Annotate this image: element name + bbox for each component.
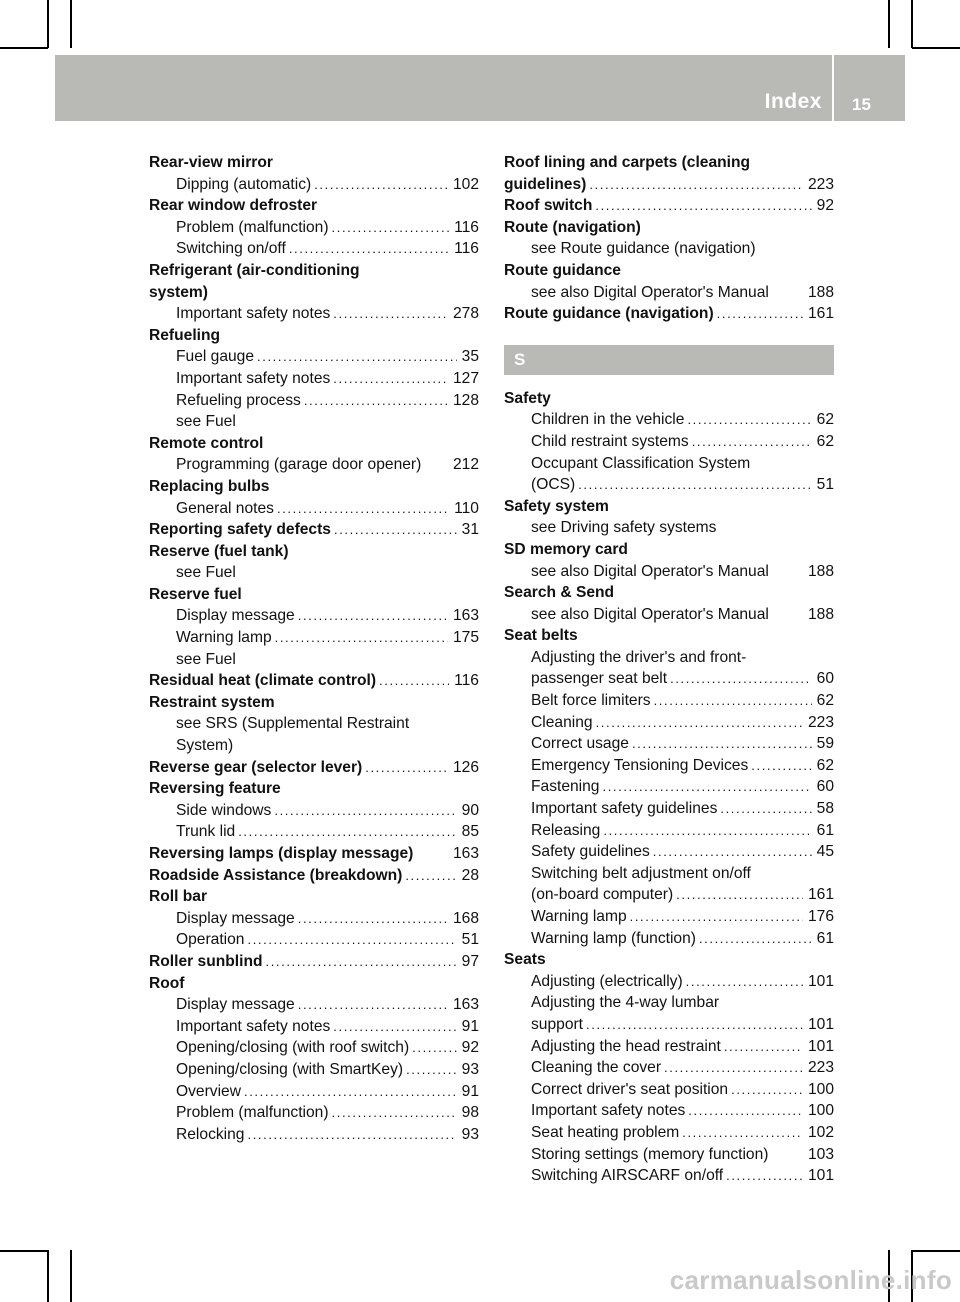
page-reference: 168 xyxy=(452,909,479,927)
page-reference: 188 xyxy=(807,562,834,580)
page-reference: 58 xyxy=(816,800,834,818)
entry-label: Important safety notes xyxy=(176,305,331,323)
entry-label: Children in the vehicle xyxy=(531,411,685,429)
page-reference: 175 xyxy=(452,629,479,647)
dot-leader xyxy=(365,757,448,779)
dot-leader xyxy=(379,670,449,692)
dot-leader xyxy=(632,733,812,755)
index-subentry xyxy=(504,1057,834,1079)
crop-mark xyxy=(70,0,72,48)
entry-label: see also Digital Operator's Manual xyxy=(531,283,769,301)
dot-leader xyxy=(726,1165,803,1187)
index-subentry xyxy=(504,798,834,820)
index-subentry xyxy=(504,776,834,798)
page-reference: 100 xyxy=(807,1080,834,1098)
entry-label: Important safety notes xyxy=(531,1102,686,1120)
index-entry: SD memory card xyxy=(504,540,628,558)
page-reference: 93 xyxy=(461,1060,479,1078)
page-reference: 62 xyxy=(816,411,834,429)
index-subentry xyxy=(149,627,479,649)
index-subentry xyxy=(504,733,834,755)
entry-label: see also Digital Operator's Manual xyxy=(531,562,769,580)
dot-leader xyxy=(304,390,448,412)
page-reference: 31 xyxy=(461,521,479,539)
index-subentry xyxy=(504,474,834,496)
index-subentry xyxy=(149,1059,479,1081)
dot-leader xyxy=(298,908,448,930)
dot-leader xyxy=(699,928,812,950)
index-entry: Refueling xyxy=(149,326,221,344)
page-reference: 188 xyxy=(807,283,834,301)
entry-label: (on-board computer) xyxy=(531,886,674,904)
dot-leader xyxy=(266,951,457,973)
crop-mark xyxy=(912,47,960,49)
page-reference: 212 xyxy=(452,456,479,474)
entry-label: Important safety guidelines xyxy=(531,800,718,818)
entry-label: guidelines) xyxy=(504,175,587,193)
index-subentry xyxy=(149,368,479,390)
page-reference: 60 xyxy=(816,670,834,688)
index-subentry xyxy=(149,498,479,520)
entry-label: Roof switch xyxy=(504,197,593,215)
index-subentry xyxy=(149,908,479,930)
entry-label: Adjusting (electrically) xyxy=(531,972,683,990)
entry-label: Correct driver's seat position xyxy=(531,1080,729,1098)
dot-leader xyxy=(298,994,448,1016)
index-subentry xyxy=(504,668,834,690)
entry-label: Display message xyxy=(176,607,295,625)
index-subentry xyxy=(149,605,479,627)
index-subentry xyxy=(504,712,834,734)
page-reference: 101 xyxy=(807,972,834,990)
page-reference: 116 xyxy=(454,672,479,690)
index-entry xyxy=(149,843,479,865)
entry-label: Emergency Tensioning Devices xyxy=(531,756,749,774)
dot-leader xyxy=(412,1037,457,1059)
index-entry: Remote control xyxy=(149,434,264,452)
entry-label: Programming (garage door opener) xyxy=(176,456,422,474)
page-reference: 91 xyxy=(461,1082,479,1100)
dot-leader xyxy=(275,627,448,649)
index-entry: Seat belts xyxy=(504,627,578,645)
dot-leader xyxy=(406,1059,457,1081)
index-entry: system) xyxy=(149,283,208,301)
index-entry: Rear-view mirror xyxy=(149,154,273,171)
index-subentry xyxy=(504,1165,834,1187)
index-entry: Roof xyxy=(149,974,185,992)
index-subentry xyxy=(504,906,834,928)
dot-leader xyxy=(602,776,811,798)
index-subentry: Switching belt adjustment on/off xyxy=(531,864,751,882)
index-subentry xyxy=(149,346,479,368)
index-entry xyxy=(504,174,834,196)
page-reference: 51 xyxy=(461,931,479,949)
dot-leader xyxy=(244,1081,457,1103)
entry-label: Display message xyxy=(176,996,295,1014)
crop-mark xyxy=(47,1250,49,1302)
page-reference: 110 xyxy=(454,499,479,517)
index-subentry xyxy=(149,390,479,412)
page-reference: 188 xyxy=(807,605,834,623)
entry-label: Dipping (automatic) xyxy=(176,175,312,193)
entry-label: Overview xyxy=(176,1082,241,1100)
index-entry: Replacing bulbs xyxy=(149,477,270,495)
index-entry: Route (navigation) xyxy=(504,218,641,236)
dot-leader xyxy=(314,174,448,196)
dot-leader xyxy=(257,346,457,368)
page-reference: 61 xyxy=(816,929,834,947)
index-entry xyxy=(149,951,479,973)
entry-label: Important safety notes xyxy=(176,369,331,387)
crop-mark xyxy=(911,0,913,48)
dot-leader xyxy=(688,1100,803,1122)
entry-label: Warning lamp xyxy=(531,908,627,925)
index-entry: Roll bar xyxy=(149,888,208,906)
dot-leader xyxy=(682,1122,803,1144)
dot-leader xyxy=(247,1124,456,1146)
entry-label: Roadside Assistance (breakdown) xyxy=(149,866,403,884)
entry-label: Trunk lid xyxy=(176,823,236,841)
entry-label: Cleaning xyxy=(531,713,593,731)
page-reference: 60 xyxy=(816,778,834,796)
index-entry: Route guidance xyxy=(504,261,621,279)
page-reference: 62 xyxy=(816,692,834,710)
entry-label: Storing settings (memory function) xyxy=(531,1145,769,1163)
page-reference: 92 xyxy=(461,1039,479,1057)
index-subentry xyxy=(504,755,834,777)
page-reference: 35 xyxy=(461,348,479,366)
index-subentry xyxy=(504,1036,834,1058)
entry-label: Reverse gear (selector lever) xyxy=(149,758,363,776)
dot-leader xyxy=(596,712,803,734)
page-reference: 92 xyxy=(816,197,834,215)
entry-label: Problem (malfunction) xyxy=(176,1104,329,1122)
index-entry: Reversing feature xyxy=(149,780,281,798)
page-reference: 45 xyxy=(816,843,834,861)
index-entry: Refrigerant (air-conditioning xyxy=(149,261,360,279)
entry-label: Display message xyxy=(176,909,295,927)
index-subentry xyxy=(149,238,479,260)
page-reference: 62 xyxy=(816,756,834,774)
index-column-left xyxy=(149,152,479,1145)
entry-label: Adjusting the head restraint xyxy=(531,1037,721,1055)
index-subentry: see Fuel xyxy=(176,650,236,668)
crop-mark xyxy=(70,1250,72,1302)
dot-leader xyxy=(717,303,803,325)
page-reference: 126 xyxy=(452,758,479,776)
index-subentry xyxy=(149,1016,479,1038)
entry-label: Operation xyxy=(176,931,245,949)
index-subentry xyxy=(149,994,479,1016)
index-subentry xyxy=(504,841,834,863)
entry-label: Opening/closing (with SmartKey) xyxy=(176,1060,404,1078)
index-entry xyxy=(504,303,834,325)
page-reference: 51 xyxy=(816,476,834,494)
index-subentry xyxy=(504,604,834,626)
page-reference: 223 xyxy=(807,175,834,193)
entry-label: Refueling process xyxy=(176,391,301,409)
entry-label: Correct usage xyxy=(531,735,629,753)
page-reference: 93 xyxy=(461,1125,479,1143)
entry-label: Belt force limiters xyxy=(531,692,651,710)
section-letter-header: S xyxy=(504,345,834,375)
index-subentry: System) xyxy=(176,737,234,755)
entry-label: Reporting safety defects xyxy=(149,521,331,539)
page-reference: 223 xyxy=(807,1059,834,1077)
entry-label: Warning lamp xyxy=(176,629,272,647)
page-reference: 127 xyxy=(452,369,479,387)
index-subentry xyxy=(149,454,479,476)
entry-label: Relocking xyxy=(176,1125,245,1143)
entry-label: Releasing xyxy=(531,821,601,839)
entry-label: Route guidance (navigation) xyxy=(504,305,714,323)
index-entry: Safety xyxy=(504,389,551,407)
dot-leader xyxy=(277,498,449,520)
entry-label: Cleaning the cover xyxy=(531,1059,662,1077)
dot-leader xyxy=(720,798,811,820)
dot-leader xyxy=(289,238,449,260)
index-subentry: see Fuel xyxy=(176,413,236,431)
index-subentry xyxy=(149,1037,479,1059)
index-subentry: see SRS (Supplemental Restraint xyxy=(176,715,410,733)
entry-label: Warning lamp (function) xyxy=(531,929,696,947)
entry-label: Problem (malfunction) xyxy=(176,218,329,236)
dot-leader xyxy=(664,1057,803,1079)
page-reference: 103 xyxy=(807,1145,834,1163)
page-reference: 101 xyxy=(807,1037,834,1055)
index-subentry xyxy=(504,282,834,304)
entry-label: Side windows xyxy=(176,801,272,819)
index-subentry xyxy=(504,971,834,993)
page-reference: 116 xyxy=(454,218,479,236)
index-subentry: see Route guidance (navigation) xyxy=(531,240,756,258)
dot-leader xyxy=(333,1016,456,1038)
header-separator xyxy=(832,55,834,121)
index-entry: Rear window defroster xyxy=(149,197,318,215)
dot-leader xyxy=(630,906,803,928)
page-reference: 61 xyxy=(816,821,834,839)
entry-label: Switching on/off xyxy=(176,240,286,258)
index-subentry xyxy=(504,690,834,712)
dot-leader xyxy=(751,755,811,777)
index-subentry xyxy=(504,928,834,950)
index-subentry: see Fuel xyxy=(176,564,236,582)
page-reference: 102 xyxy=(807,1123,834,1141)
dot-leader xyxy=(692,431,812,453)
index-entry: Safety system xyxy=(504,497,609,515)
entry-label: Fastening xyxy=(531,778,600,796)
index-subentry: see Driving safety systems xyxy=(531,519,717,537)
index-subentry xyxy=(504,884,834,906)
index-subentry xyxy=(149,303,479,325)
page-reference: 116 xyxy=(454,240,479,258)
page-reference: 101 xyxy=(807,1167,834,1185)
page-reference: 101 xyxy=(807,1015,834,1033)
dot-leader xyxy=(298,605,448,627)
dot-leader xyxy=(586,1014,803,1036)
index-subentry xyxy=(149,174,479,196)
index-column-right xyxy=(504,152,834,1187)
dot-leader xyxy=(247,929,456,951)
page-reference: 91 xyxy=(461,1017,479,1035)
page-reference: 223 xyxy=(807,713,834,731)
page-reference: 176 xyxy=(807,908,834,925)
index-subentry xyxy=(149,821,479,843)
page-reference: 100 xyxy=(807,1102,834,1120)
dot-leader xyxy=(589,174,803,196)
entry-label: Important safety notes xyxy=(176,1017,331,1035)
dot-leader xyxy=(578,474,811,496)
index-entry: Seats xyxy=(504,951,546,969)
index-subentry xyxy=(504,431,834,453)
dot-leader xyxy=(405,865,456,887)
index-subentry xyxy=(149,1081,479,1103)
dot-leader xyxy=(595,195,811,217)
page-reference: 62 xyxy=(816,432,834,450)
dot-leader xyxy=(334,519,457,541)
page-reference: 59 xyxy=(816,735,834,753)
crop-mark xyxy=(47,0,49,48)
dot-leader xyxy=(731,1079,803,1101)
entry-label: passenger seat belt xyxy=(531,670,668,688)
index-entry xyxy=(149,519,479,541)
index-subentry xyxy=(504,1144,834,1166)
index-subentry xyxy=(149,217,479,239)
page-number: 15 xyxy=(852,95,871,114)
index-subentry xyxy=(504,820,834,842)
entry-label: Residual heat (climate control) xyxy=(149,672,377,690)
page-reference: 102 xyxy=(452,175,479,193)
entry-label: support xyxy=(531,1015,584,1033)
page-reference: 161 xyxy=(807,305,834,323)
page-reference: 161 xyxy=(807,886,834,904)
entry-label: Seat heating problem xyxy=(531,1123,680,1141)
entry-label: Reversing lamps (display message) xyxy=(149,845,414,862)
dot-leader xyxy=(670,668,812,690)
page-title: Index xyxy=(764,90,822,113)
index-subentry xyxy=(149,1124,479,1146)
index-subentry xyxy=(504,1100,834,1122)
entry-label: Fuel gauge xyxy=(176,348,255,366)
dot-leader xyxy=(603,820,811,842)
index-subentry xyxy=(149,929,479,951)
index-subentry xyxy=(504,1079,834,1101)
dot-leader xyxy=(687,409,811,431)
dot-leader xyxy=(724,1036,803,1058)
page-reference: 85 xyxy=(461,823,479,841)
watermark: carmanualsonline.info xyxy=(669,1265,952,1295)
entry-label: Switching AIRSCARF on/off xyxy=(531,1167,724,1185)
dot-leader xyxy=(333,368,448,390)
index-entry xyxy=(149,865,479,887)
entry-label: see also Digital Operator's Manual xyxy=(531,605,769,623)
index-entry: Reserve (fuel tank) xyxy=(149,542,289,560)
dot-leader xyxy=(332,1102,457,1124)
dot-leader xyxy=(653,841,812,863)
entry-label: Roller sunblind xyxy=(149,952,263,970)
index-entry: Search & Send xyxy=(504,584,615,602)
entry-label: (OCS) xyxy=(531,476,576,494)
page-reference: 98 xyxy=(461,1104,479,1122)
page-reference: 28 xyxy=(461,866,479,884)
index-entry xyxy=(149,757,479,779)
dot-leader xyxy=(238,821,456,843)
crop-mark xyxy=(0,47,48,49)
entry-label: Safety guidelines xyxy=(531,843,650,861)
index-entry: Roof lining and carpets (cleaning xyxy=(504,154,751,171)
entry-label: Child restraint systems xyxy=(531,432,689,450)
index-entry: Reserve fuel xyxy=(149,585,242,603)
crop-mark xyxy=(888,0,890,48)
dot-leader xyxy=(686,971,803,993)
index-subentry xyxy=(504,561,834,583)
dot-leader xyxy=(676,884,803,906)
index-subentry xyxy=(504,1122,834,1144)
index-subentry: Occupant Classification System xyxy=(531,454,751,472)
dot-leader xyxy=(274,800,456,822)
page-reference: 163 xyxy=(452,607,479,625)
index-subentry xyxy=(504,1014,834,1036)
crop-mark xyxy=(912,1250,960,1252)
index-entry xyxy=(149,670,479,692)
index-subentry xyxy=(149,1102,479,1124)
dot-leader xyxy=(654,690,812,712)
index-subentry xyxy=(149,800,479,822)
entry-label: General notes xyxy=(176,499,274,517)
index-subentry: Adjusting the driver's and front- xyxy=(531,648,747,666)
entry-label: Opening/closing (with roof switch) xyxy=(176,1039,410,1057)
index-subentry xyxy=(504,409,834,431)
dot-leader xyxy=(332,217,450,239)
index-subentry: Adjusting the 4-way lumbar xyxy=(531,994,720,1012)
page-reference: 128 xyxy=(452,391,479,409)
index-entry: Restraint system xyxy=(149,693,275,711)
page-reference: 163 xyxy=(452,996,479,1014)
page-reference: 278 xyxy=(452,305,479,323)
page-reference: 90 xyxy=(461,801,479,819)
page-reference: 97 xyxy=(461,952,479,970)
crop-mark xyxy=(0,1250,48,1252)
index-entry xyxy=(504,195,834,217)
dot-leader xyxy=(333,303,448,325)
page-reference: 163 xyxy=(452,845,479,862)
